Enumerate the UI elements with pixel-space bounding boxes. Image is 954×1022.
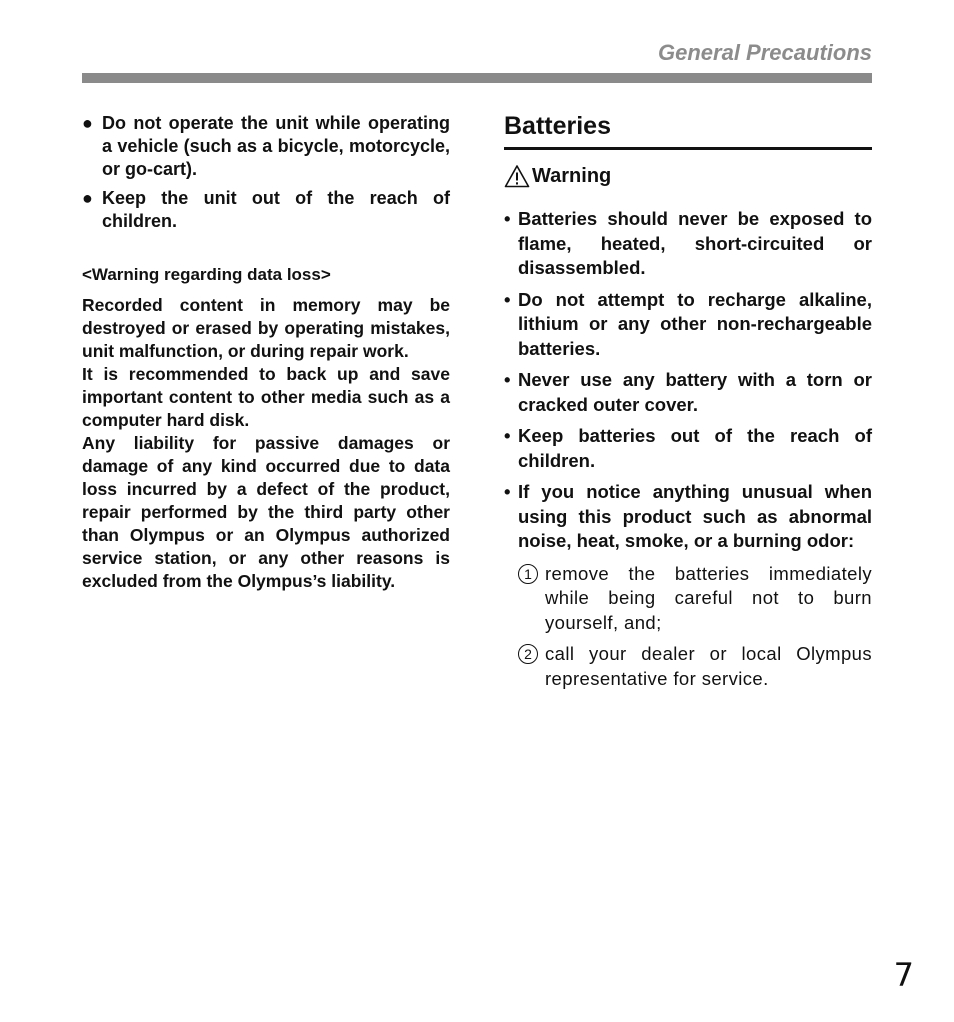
- precaution-item: [82, 187, 450, 233]
- batteries-heading: Batteries: [504, 112, 872, 150]
- running-header-title: General Precautions: [658, 40, 872, 65]
- bullet-dot-icon: •: [504, 288, 511, 310]
- data-loss-paragraph: It is recommended to back up and save important content to other media such as a computer hard disk.: [82, 364, 450, 430]
- battery-warning-item: [504, 288, 872, 362]
- step-number-circle: 2: [518, 644, 538, 664]
- left-column: [82, 112, 450, 593]
- battery-warning-item: [504, 424, 872, 473]
- precaution-item-text: Keep the unit out of the reach of children.: [102, 188, 450, 231]
- action-step-text: call your dealer or local Olympus representative for service.: [545, 643, 872, 689]
- step-number-circle: 1: [518, 564, 538, 584]
- bullet-dot-icon: •: [504, 369, 511, 390]
- action-step: [504, 642, 872, 691]
- action-steps: [504, 562, 872, 692]
- battery-warning-text: Keep batteries out of the reach of children.: [518, 425, 872, 471]
- battery-warning-item: [504, 480, 872, 554]
- precaution-item-text: Do not operate the unit while operating a vehicle (such as a bicycle, motorcycle, or go-cart).: [102, 113, 450, 179]
- data-loss-paragraph: Recorded content in memory may be destroyed or erased by operating mistakes, unit malfunction, or during repair work.: [82, 295, 450, 361]
- action-step-text: remove the batteries immediately while being careful not to burn yourself, and;: [545, 562, 872, 633]
- data-loss-heading: <Warning regarding data loss>: [82, 265, 331, 284]
- filled-circle-icon: ●: [82, 113, 93, 133]
- bullet-dot-icon: •: [504, 481, 511, 502]
- bullet-dot-icon: •: [504, 425, 511, 446]
- header-rule: [82, 73, 872, 83]
- warning-label-text: Warning: [532, 164, 612, 187]
- warning-label: [504, 164, 872, 188]
- right-column: [504, 112, 872, 698]
- page-number: 7: [893, 956, 914, 994]
- precaution-item: [82, 112, 450, 181]
- filled-circle-icon: ●: [82, 188, 93, 208]
- warning-triangle-icon: [504, 164, 530, 188]
- battery-warning-item: [504, 207, 872, 281]
- bullet-dot-icon: •: [504, 208, 511, 229]
- action-step: [504, 562, 872, 636]
- battery-warning-item: [504, 368, 872, 417]
- battery-warning-text: Batteries should never be exposed to flame, heated, short-circuited or disassembled.: [518, 208, 872, 278]
- data-loss-paragraph: Any liability for passive damages or damage of any kind occurred due to data loss incurred by a defect of the product, repair performed by the third party other than Olympus or an Olympus authorized service station, or any other reasons is excluded from the Olympus’s liability.: [82, 433, 450, 591]
- battery-warning-list: [504, 207, 872, 554]
- battery-warning-text: If you notice anything unusual when using this product such as abnormal noise, heat, smoke, or a burning odor:: [518, 481, 872, 551]
- battery-warning-text: Never use any battery with a torn or cracked outer cover.: [518, 369, 872, 415]
- battery-warning-text: Do not attempt to recharge alkaline, lithium or any other non-rechargeable batteries.: [518, 288, 872, 359]
